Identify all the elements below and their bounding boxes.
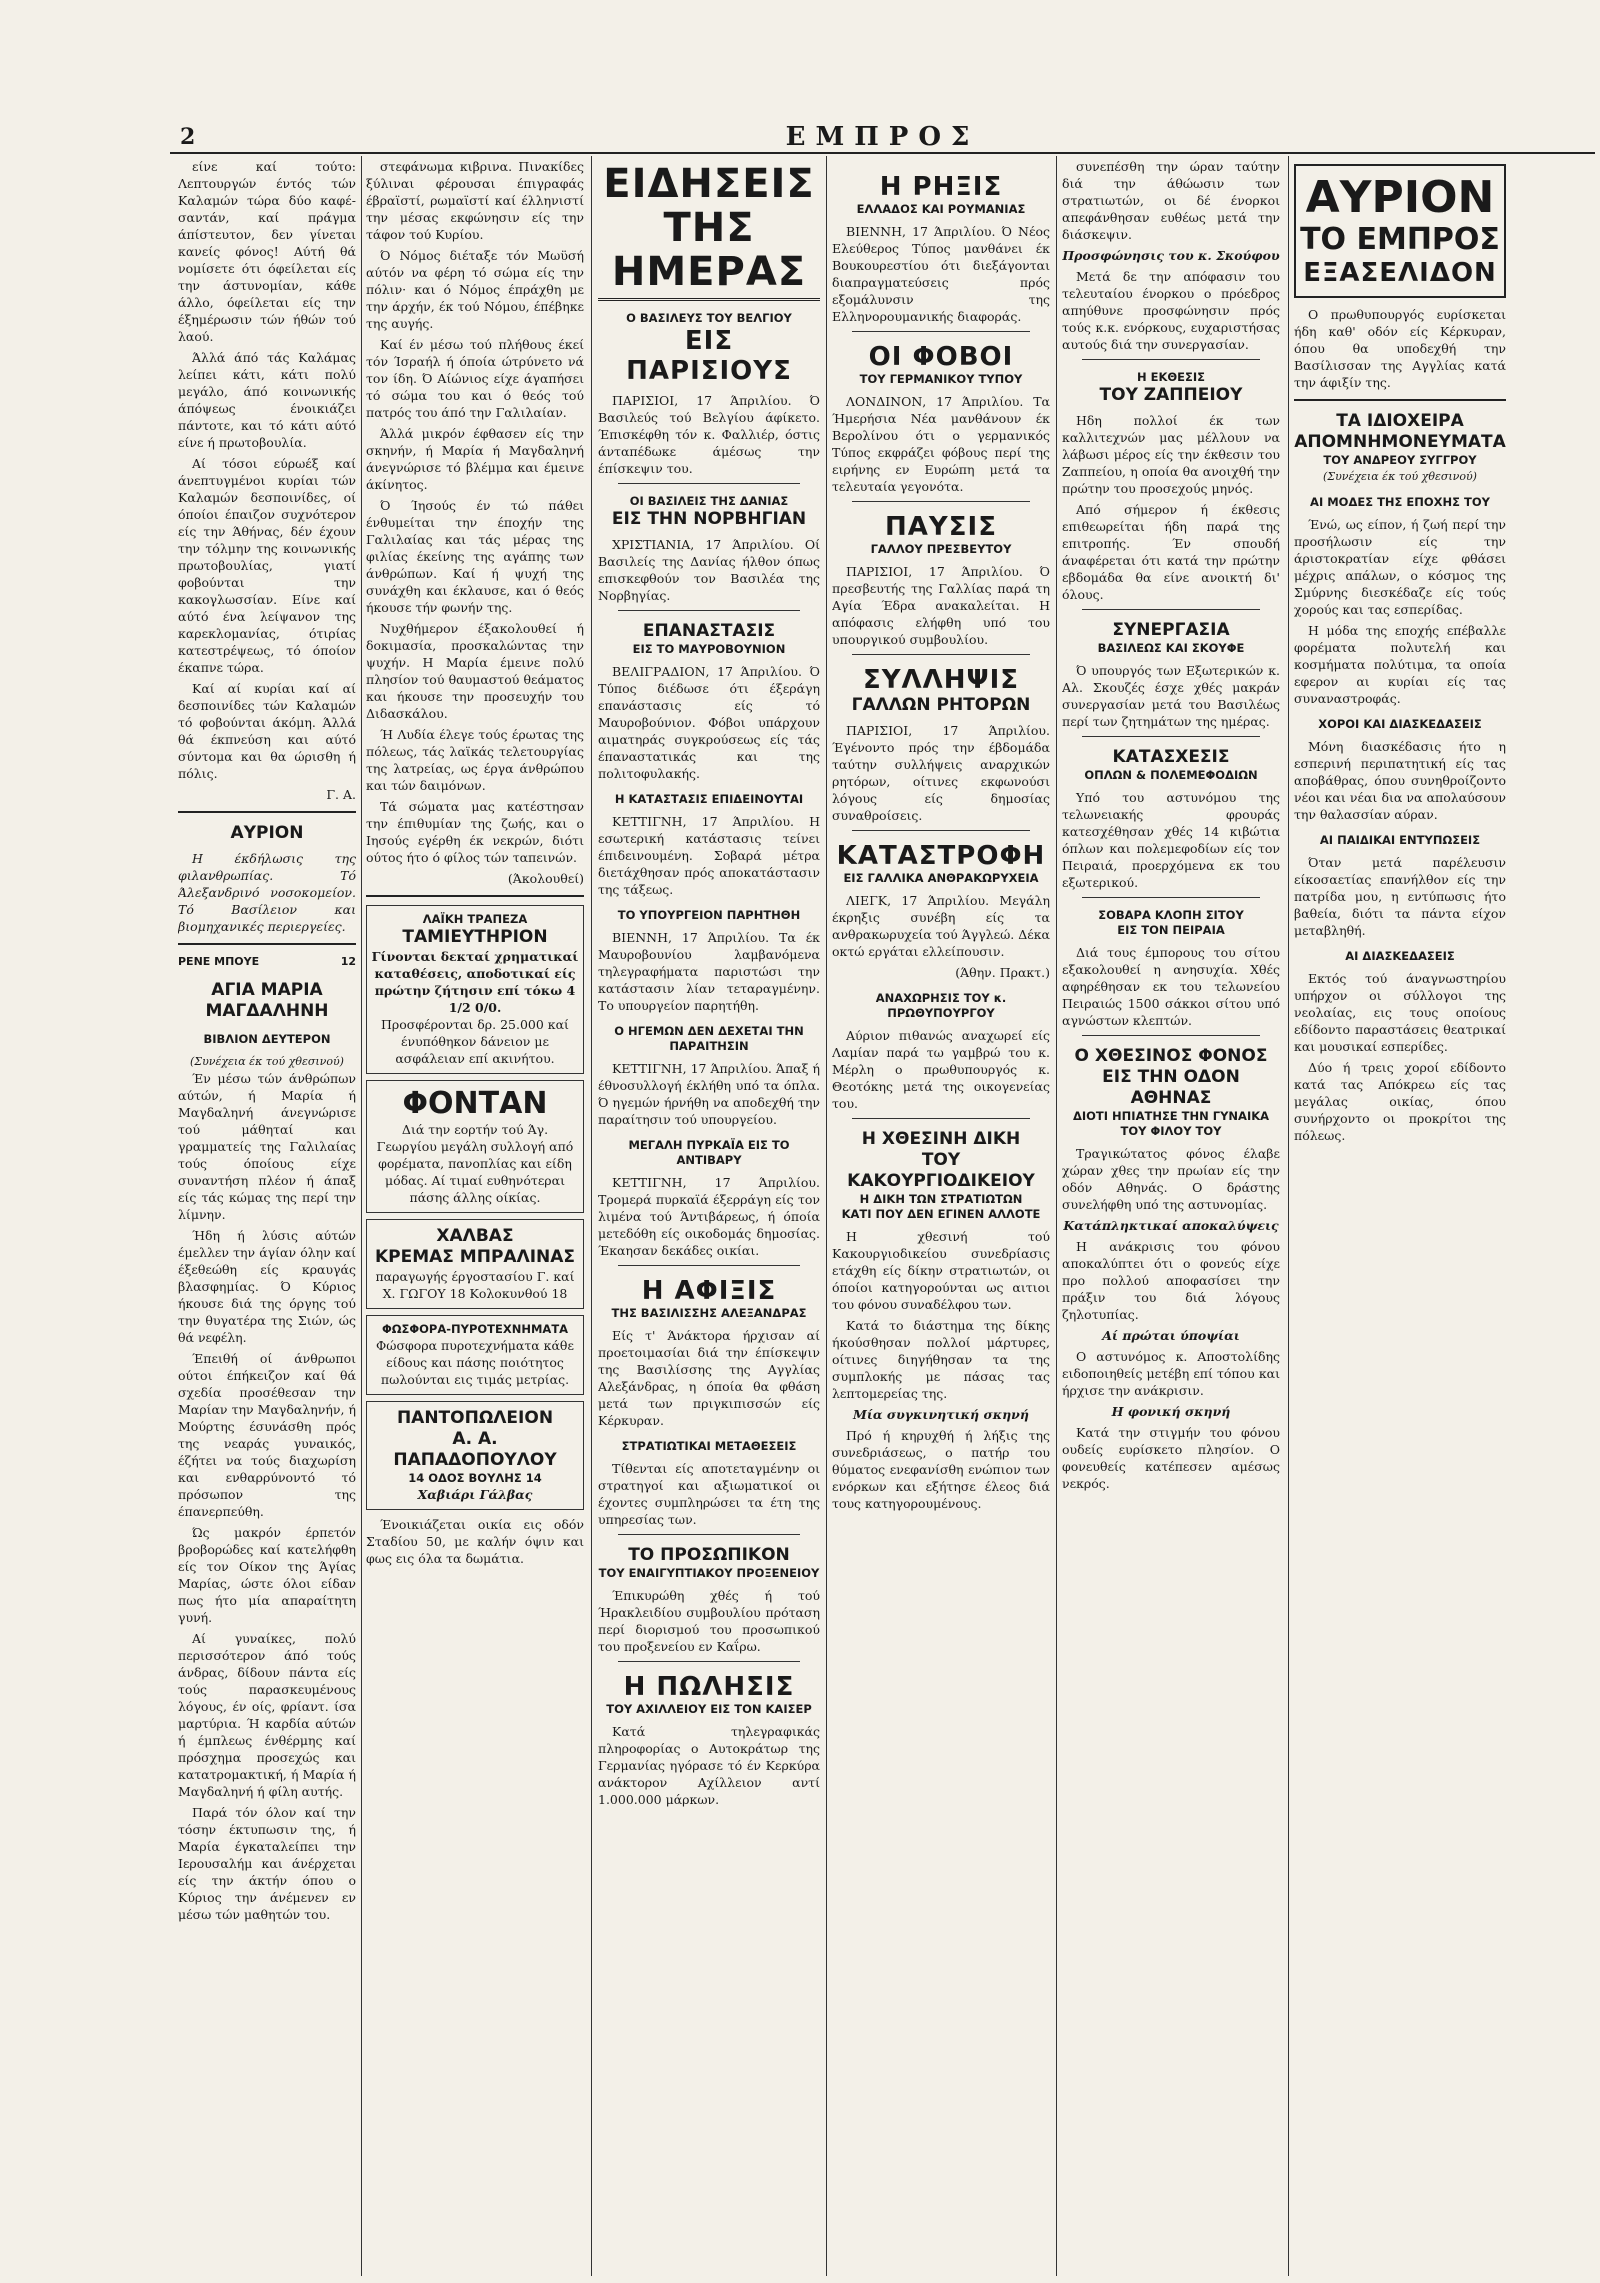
headline: ΕΠΑΝΑΣΤΑΣΙΣ xyxy=(642,621,776,641)
headline: ΤΟ ΠΡΟΣΩΠΙΚΟΝ xyxy=(628,1545,790,1565)
headline: Η ΑΦΙΞΙΣ xyxy=(641,1276,777,1306)
ad-name: Α. Α. ΠΑΠΑΔΟΠΟΥΛΟΥ xyxy=(393,1429,557,1470)
headline-sub: ΤΟΥ ΓΕΡΜΑΝΙΚΟΥ ΤΥΠΟΥ xyxy=(859,372,1023,386)
headline-line: ΤΟΥ ΑΝΔΡΕΟΥ ΣΥΓΓΡΟΥ xyxy=(1323,453,1477,467)
signature: Γ. Α. xyxy=(326,787,356,802)
masthead xyxy=(170,118,1595,154)
headline: ΚΑΤΑΣΤΡΟΦΗ xyxy=(836,841,1046,871)
headline-sub: ΤΟΥ ΑΧΙΛΛΕΙΟΥ ΕΙΣ ΤΟΝ ΚΑΙΣΕΡ xyxy=(606,1702,812,1716)
announcement-title: ΑΥΡΙΟΝ xyxy=(1305,172,1495,223)
column-rule xyxy=(591,156,592,2276)
novel-part: ΒΙΒΛΙΟΝ ΔΕΥΤΕΡΟΝ xyxy=(203,1032,331,1046)
subheading: ΧΟΡΟΙ ΚΑΙ ΔΙΑΣΚΕΔΑΣΕΙΣ xyxy=(1318,717,1482,731)
news-text: ΒΙΕΝΝΗ, 17 Άπριλίου. Τα έκ Μαυροβουνίου λαμβανόμενα τηλεγραφήματα παριστώσι την κατάστασιν λίαν τεταραγμένην. Το υπουργείον παρητήθη. xyxy=(598,930,820,1013)
paragraph: Ήδη ή λύσις αύτών έμελλεν την άγίαν όλην καί έξεθεώθη είς κραυγάς βλασφημίας. Ό Κύριος ήκουσε διά της όργης τού την θυγατέρα της Σιών, ώς θά νεφέλη. xyxy=(178,1228,356,1345)
section-heading: ΑΥΡΙΟΝ xyxy=(230,823,304,843)
paragraph: Νυχθήμερον έξακολουθεί ή δοκιμασία, προσκαλώντας την ψυχήν. Η Μαρία έμεινε πολύ πλησίον τού θαυμαστού θεάματος και ήκουσε την προσευχήν του Διδασκάλου. xyxy=(366,621,584,721)
subheading: Μία συγκινητική σκηνή xyxy=(853,1407,1029,1422)
column-rule xyxy=(826,156,827,2276)
news-item xyxy=(832,665,1050,716)
headline: ΣΥΛΛΗΨΙΣ xyxy=(862,665,1020,695)
fireworks-ad xyxy=(366,1315,584,1395)
news-item xyxy=(832,1129,1050,1222)
headline: ΤΟΥ ΚΑΚΟΥΡΓΙΟΔΙΚΕΙΟΥ xyxy=(847,1150,1035,1191)
news-text: ΠΑΡΙΣΙΟΙ, 17 Άπριλίου. Ό πρεσβευτής της Γαλλίας παρά τη Αγία Έδρα ανακαλείται. Η απόφασις ελήφθη υπό του υπουργικού συμβουλίου. xyxy=(832,564,1050,647)
ad-text: Φώσφορα πυροτεχνήματα κάθε είδους και πάσης ποιότητος πωλούνται εις τιμάς μετρίας. xyxy=(376,1338,574,1387)
paragraph: Ώς μακρόν έρπετόν βροβορώδες καί κατελήφθη είς τον Οίκον της Άγίας Μαρίας, ώστε όλοι είδαν πως ήτο μία απαραίτητη γυνή. xyxy=(178,1525,356,1625)
divider xyxy=(852,331,1030,332)
divider xyxy=(366,895,584,897)
news-source: (Άθην. Πρακτ.) xyxy=(955,965,1050,980)
headline: ΕΙΣ ΤΗΝ ΟΔΟΝ ΑΘΗΝΑΣ xyxy=(1102,1067,1240,1108)
paragraph: Τά σώματα μας κατέστησαν την έπιθυμίαν της ζωής, και ο Ιησούς εγέρθη έκ νεκρών, διότι ούτος ήτο ό φίλος τών ταπεινών. xyxy=(366,799,584,865)
headline: ΜΕΓΑΛΗ ΠΥΡΚΑΪΑ ΕΙΣ ΤΟ ΑΝΤΙΒΑΡΥ xyxy=(628,1138,790,1167)
feature-title: ΕΙΔΗΣΕΙΣ ΤΗΣ ΗΜΕΡΑΣ xyxy=(598,162,820,301)
paragraph: στεφάνωμα κιβρινα. Πινακίδες ξύλιναι φέρουσαι έπιγραφάς έβραϊστί, ρωμαϊστί καί έλληνιστί την μέσας εκφώνησιν είς την τάφον τού Κυρίου. xyxy=(366,159,584,242)
news-item xyxy=(1062,370,1280,406)
divider xyxy=(852,830,1030,831)
news-text: Διά τους έμπορους του σίτου εξακολουθεί η ανησυχία. Χθές αφηρέθησαν εκ του τελωνείου Πειραιώς 1500 σάκκοι σίτου υπό αγνώστων κλεπτών. xyxy=(1062,945,1280,1028)
news-text: Η μόδα της εποχής επέβαλλε φορέματα πολυτελή και κοσμήματα πολύτιμα, τα οποία εφερον αι κυρίαι είς τας συναναστροφάς. xyxy=(1294,623,1506,706)
news-text: Ηδη πολλοί έκ των καλλιτεχνών μας μέλλουν να λάβωσι μέρος είς την έκθεσιν του Ζαππείου, η οποία θα ανοιχθή την πρώτην του προσεχούς μηνός. xyxy=(1062,413,1280,496)
novel-title: ΑΓΙΑ ΜΑΡΙΑ ΜΑΓΔΑΛΗΝΗ xyxy=(205,980,329,1021)
headline: ΤΟ ΥΠΟΥΡΓΕΙΟΝ ΠΑΡΗΤΗΘΗ xyxy=(617,908,801,922)
news-item xyxy=(1062,1046,1280,1139)
headline-sub: ΤΟΥ ΕΝΑΙΓΥΠΤΙΑΚΟΥ ΠΡΟΞΕΝΕΙΟΥ xyxy=(598,1566,820,1580)
headline-line: ΚΑΤΙ ΠΟΥ ΔΕΝ ΕΓΙΝΕΝ ΑΛΛΟΤΕ xyxy=(841,1207,1041,1221)
headline: ΣΟΒΑΡΑ ΚΛΟΠΗ ΣΙΤΟΥ xyxy=(1098,908,1244,922)
news-item xyxy=(598,1276,820,1321)
headline-line: ΔΙΟΤΙ ΗΠΙΑΤΗΣΕ ΤΗΝ ΓΥΝΑΙΚΑ xyxy=(1072,1109,1270,1123)
headline: ΑΝΑΧΩΡΗΣΙΣ ΤΟΥ κ. ΠΡΩΘΥΠΟΥΡΓΟΥ xyxy=(875,991,1007,1020)
column-4 xyxy=(832,158,1050,2273)
grocery-ad xyxy=(366,1401,584,1510)
news-text: Έπικυρώθη χθές ή τού Ήρακλειδίου συμβουλίου πρόταση περί διορισμού του προσωπικού του προξενείου εν Καΐρω. xyxy=(598,1588,820,1654)
headline: ΕΙΣ ΤΗΝ ΝΟΡΒΗΓΙΑΝ xyxy=(611,509,807,529)
headline-sub: ΕΙΣ ΓΑΛΛΙΚΑ ΑΝΘΡΑΚΩΡΥΧΕΙΑ xyxy=(843,871,1039,885)
paragraph: Ή Λυδία έλεγε τούς έρωτας της πόλεως, τάς λαϊκάς τελετουργίας της λατρείας, ως έργα άνθρώπου και τών δαιμόνων. xyxy=(366,727,584,793)
paragraph: Ό Νόμος διέταξε τόν Μωϋσή αύτόν να φέρη τό σώμα είς την πόλιν· και ό Νόμος έπράχθη με την άρχήν, έκ τού Νόμου, έπέβηκε της αυγής. xyxy=(366,248,584,331)
headline-sub: ΒΑΣΙΛΕΩΣ ΚΑΙ ΣΚΟΥΦΕ xyxy=(1097,641,1245,655)
divider xyxy=(618,483,800,484)
news-text: Ό υπουργός των Εξωτερικών κ. Αλ. Σκουζές έσχε χθές μακράν συνεργασίαν μετά του Βασιλέως περί των ζητημάτων της ημέρας. xyxy=(1062,663,1280,729)
column-rule xyxy=(361,156,362,2276)
continuation-note: (Συνέχεια έκ τού χθεσινού) xyxy=(190,1055,344,1068)
news-text: Η ανάκρισις του φόνου αποκαλύπτει ότι ο φονεύς είχε προ πολλού αποφασίσει την πράξιν του διά λόγους ζηλοτυπίας. xyxy=(1062,1239,1280,1322)
news-text: ΠΑΡΙΣΙΟΙ, 17 Άπριλίου. Ό Βασιλεύς τού Βελγίου άφίκετο. Έπισκέφθη τόν κ. Φαλλιέρ, όστις άνταπέδωκε άμέσως την έπίσκεψιν του. xyxy=(598,393,820,476)
novel-number: 12 xyxy=(340,955,356,968)
paragraph: Άλλά άπό τάς Καλάμας λείπει κάτι, κάτι πολύ μεγάλο, άπό κοινωνικής άπόψεως ένοικιάζει πάντοτε, και τό κάτι αύτό είνε ή πρωτοβουλία. xyxy=(178,350,356,450)
divider xyxy=(852,501,1030,502)
divider xyxy=(618,1534,800,1535)
paragraph: Αί τόσοι εύρωέξ καί άνεπτυγμένοι κυρίαι τών Καλαμών δεσποινίδες, οί όποίοι έπαιζον συχνότερον είς την Άθήνας, δέν έχουν την τόλμην της κοινωνικής πρωτοβουλίας, γιατί φοβούνται την κακογλωσσίαν. Είνε καί αύτό ένα λείψανον της καρεκλομανίας, ότιρίας κατεστρέψεως, τό όποίον έκαπνε τώρα. xyxy=(178,456,356,675)
news-text: Αύριον πιθανώς αναχωρεί είς Λαμίαν παρά τω γαμβρώ του κ. Μέρλη ο πρωθυπουργός κ. Θεοτόκης μετά της οικογενείας του. xyxy=(832,1028,1050,1111)
divider xyxy=(1294,399,1506,401)
news-item xyxy=(598,494,820,530)
news-text: ΒΙΕΝΝΗ, 17 Άπριλίου. Ό Νέος Ελεύθερος Τύπος μανθάνει έκ Βουκουρεστίου ότι διεξάγονται διαπραγματεύσεις πρός εξομάλυνσιν της Ελληνορουμανικής διαφοράς. xyxy=(832,224,1050,324)
subheading: Η φονική σκηνή xyxy=(1111,1404,1231,1419)
news-item xyxy=(598,621,820,657)
news-item xyxy=(832,841,1050,886)
news-text: ΚΕΤΤΙΓΝΗ, 17 Άπριλίου. Τρομερά πυρκαϊά έξερράγη είς τον λιμένα τού Άντιβάρεως, ή όποία μετεδόθη είς οικοδομάς δημοσίας. Έκαησαν δεκάδες οικίαι. xyxy=(598,1175,820,1258)
memoir-heading xyxy=(1294,411,1506,485)
paragraph: Η έκδήλωσις της φιλανθρωπίας. Τό Άλεξανδρινό νοσοκομείον. Τό Βασίλειον και βιομηχανικές περιεργείες. xyxy=(178,851,356,934)
column-rule xyxy=(1288,156,1289,2276)
fontan-ad xyxy=(366,1080,584,1213)
news-text: Μόνη διασκέδασις ήτο η εσπερινή περιπατητική είς τας αποβάθρας, όπου συνηθροίζοντο νέοι και νέαι δια να απολαύσουν την θαλασσίαν αύραν. xyxy=(1294,739,1506,822)
news-text: Από σήμερον ή έκθεσις επιθεωρείται ήδη παρά της επιτροπής. Έν σπουδή άναφέρεται ότι κατά την πρώτην εβδομάδα θα είνε ανοικτή δι' όλους. xyxy=(1062,502,1280,602)
headline-sub: ΕΙΣ ΤΟΝ ΠΕΙΡΑΙΑ xyxy=(1117,923,1225,937)
news-text: Δύο ή τρεις χοροί εδίδοντο κατά τας Απόκρεω είς τας μεγάλας οικίας, όπου συνήρχοντο οι προκρίτοι της πόλεως. xyxy=(1294,1060,1506,1143)
column-rule xyxy=(1056,156,1057,2276)
announcement-box xyxy=(1294,164,1506,298)
headline: Η ΡΗΞΙΣ xyxy=(879,172,1003,202)
headline-sub: ΟΠΛΩΝ & ΠΟΛΕΜΕΦΟΔΙΩΝ xyxy=(1084,768,1258,782)
ad-heading: ΛΑΪΚΗ ΤΡΑΠΕΖΑ xyxy=(422,912,528,926)
news-text: Ο πρωθυπουργός ευρίσκεται ήδη καθ' οδόν είς Κέρκυραν, όπου θα υποδεχθή την Βασίλισσαν της Αγγλίας κατά την άφιξίν της. xyxy=(1294,307,1506,390)
news-text: Κατά το διάστημα της δίκης ήκούσθησαν πολλοί μάρτυρες, οίτινες διηγήθησαν τα της συμπλοκής με πάσας τας λεπτομερείας της. xyxy=(832,1318,1050,1401)
news-text: ΛΙΕΓΚ, 17 Άπριλίου. Μεγάλη έκρηξις συνέβη είς τα ανθρακωρυχεία τού Άγγλεώ. Δέκα οκτώ εργάται ελλείπουσιν. xyxy=(832,893,1050,959)
news-item xyxy=(832,342,1050,387)
paragraph: Αί γυναίκες, πολύ περισσότερον άπό τούς άνδρας, δίδουν πάντα είς τούς παρασκευμένους λόγους, έν οίς, φρίαντ. ίσα μαρτύρια. Ή καρδία αύτών ή έμπλεως ένθέρμης καί πρόσχημα προσεχώς και κατατρομακτική, ή Μαρία ή Μαγδαληνή ή φίλη αυτής. xyxy=(178,1631,356,1799)
column-2 xyxy=(366,158,584,2273)
news-item xyxy=(598,311,820,386)
bank-ad xyxy=(366,905,584,1074)
news-text: Τραγικώτατος φόνος έλαβε χώραν χθες την πρωίαν είς την οδόν Αθηνάς. Ο δράστης συνελήφθη υπό της αστυνομίας. xyxy=(1062,1146,1280,1212)
ad-subtitle: ΚΡΕΜΑΣ ΜΠΡΑΛΙΝΑΣ xyxy=(374,1247,576,1267)
headline-sub: ΟΙ ΒΑΣΙΛΕΙΣ ΤΗΣ ΔΑΝΙΑΣ xyxy=(629,494,789,508)
headline-sub: ΓΑΛΛΩΝ ΡΗΤΟΡΩΝ xyxy=(851,695,1031,715)
divider xyxy=(618,610,800,611)
ad-text: Προσφέρονται δρ. 25.000 καί ένυπόθηκον δάνειον με ασφάλειαν επί ακινήτου. xyxy=(381,1017,569,1066)
headline-sub: Η ΧΘΕΣΙΝΗ ΔΙΚΗ xyxy=(861,1129,1021,1149)
subheading: Αί πρώται ύποψίαι xyxy=(1102,1328,1240,1343)
paragraph: Άλλά μικρόν έφθασεν είς την σκηνήν, ή Μαρία ή Μαγδαληνή άνεγνώρισε τό βλέμμα και έμεινε άκίνητος. xyxy=(366,426,584,492)
divider xyxy=(178,811,356,813)
headline-sub: ΓΑΛΛΟΥ ΠΡΕΣΒΕΥΤΟΥ xyxy=(870,542,1012,556)
ad-title: ΧΑΛΒΑΣ xyxy=(436,1226,514,1246)
news-text: ΚΕΤΤΙΓΝΗ, 17 Άπριλίου. Η εσωτερική κατάστασις τείνει έπιδεινουμένη. Σοβαρά μέτρα διετάχθησαν πρός αποκατάστασιν της τάξεως. xyxy=(598,814,820,897)
headline-sub: ΕΙΣ ΤΟ ΜΑΥΡΟΒΟΥΝΙΟΝ xyxy=(632,642,786,656)
ad-address: 14 ΟΔΟΣ ΒΟΥΛΗΣ 14 xyxy=(408,1471,542,1485)
headline: ΚΑΤΑΣΧΕΣΙΣ xyxy=(1112,747,1230,767)
halva-ad xyxy=(366,1219,584,1309)
headline: ΟΙ ΦΟΒΟΙ xyxy=(868,342,1014,372)
divider xyxy=(618,1661,800,1662)
news-text: Κατά την στιγμήν του φόνου ουδείς ευρίσκετο πλησίον. Ο φονευθείς κατέπεσεν αμέσως νεκρός. xyxy=(1062,1425,1280,1491)
headline: ΣΥΝΕΡΓΑΣΙΑ xyxy=(1112,620,1230,640)
subheading: Κατάπληκτικαί αποκαλύψεις xyxy=(1063,1218,1279,1233)
news-text: ΒΕΛΙΓΡΑΔΙΟΝ, 17 Άπριλίου. Ό Τύπος διέδωσε ότι έξεράγη επανάστασις είς τό Μαυροβούνιον. Φόβοι υπάρχουν αιματηράς συγκρούσεως είς τάς έπαναστατικάς και της πολιτοφυλακής. xyxy=(598,664,820,781)
ad-text: Γίνονται δεκταί χρηματικαί καταθέσεις, αποδοτικαί είς πρώτην ζήτησιν επί τόκω 4 1/2 0/0. xyxy=(371,949,579,1015)
column-3 xyxy=(598,158,820,2273)
subheading: ΑΙ ΠΑΙΔΙΚΑΙ ΕΝΤΥΠΩΣΕΙΣ xyxy=(1319,833,1481,847)
news-text: ΧΡΙΣΤΙΑΝΙΑ, 17 Άπριλίου. Οί Βασιλείς της Δανίας ήλθον όπως επισκεφθούν τον Βασιλέα της Νορβηγίας. xyxy=(598,537,820,603)
announcement-subtitle: ΤΟ ΕΜΠΡΟΣ xyxy=(1300,222,1500,257)
news-item xyxy=(832,512,1050,557)
news-item xyxy=(1062,620,1280,656)
ad-title: ΦΟΝΤΑΝ xyxy=(402,1086,548,1121)
news-text: Ο αστυνόμος κ. Αποστολίδης ειδοποιηθείς μετέβη επί τόπου και ήρχισε την ανάκρισιν. xyxy=(1062,1349,1280,1398)
headline: ΑΠΟΜΝΗΜΟΝΕΥΜΑΤΑ xyxy=(1294,432,1506,452)
subheading: Προσφώνησις του κ. Σκούφου xyxy=(1062,248,1280,263)
headline-sub: Ο ΒΑΣΙΛΕΥΣ ΤΟΥ ΒΕΛΓΙΟΥ xyxy=(626,311,792,325)
continued-note: (Άκολουθεί) xyxy=(507,871,584,886)
subheading: ΑΙ ΜΟΔΕΣ ΤΗΣ ΕΠΟΧΗΣ ΤΟΥ xyxy=(1310,495,1490,509)
subheading: ΑΙ ΔΙΑΣΚΕΔΑΣΕΙΣ xyxy=(1345,949,1455,963)
news-text: Κατά τηλεγραφικάς πληροφορίας ο Αυτοκράτωρ της Γερμανίας ηγόρασε τό έν Κερκύρα ανάκτορον Αχίλλειον αντί 1.000.000 μάρκων. xyxy=(598,1724,820,1807)
paragraph: Έπειθή οί άνθρωποι ούτοι έπήκειζον καί θά σχεδία προσέθεσαν την Μαρίαν την Μαγδαληνήν, ή Μούρτης έσυνάσθη πρός της νεαράς γυναικός, έζήτει να τούς διαχωρίση και ενθαρρύνοντό τό πρόσωπον της έπανερπεύθη. xyxy=(178,1351,356,1519)
column-6 xyxy=(1294,158,1506,2273)
paragraph: Παρά τόν όλον καί την τόσην έκτυπωσιν της, ή Μαρία έγκαταλείπει την Ιερουσαλήμ και άνέρχεται είς την άκτήν όπου ο Κύριος την άνέμενεν εν μέσω τών μαθητών του. xyxy=(178,1805,356,1922)
news-item xyxy=(832,172,1050,217)
headline: Ο ΗΓΕΜΩΝ ΔΕΝ ΔΕΧΕΤΑΙ ΤΗΝ ΠΑΡΑΙΤΗΣΙΝ xyxy=(614,1024,804,1053)
ad-title: ΤΑΜΙΕΥΤΗΡΙΟΝ xyxy=(402,927,548,947)
news-text: Υπό του αστυνόμου της τελωνειακής φρουράς κατεσχέθησαν χθές 14 κιβώτια όπλων και πολεμεφοδίων είς τον Πειραιά, προερχόμενα εκ του εξωτερικού. xyxy=(1062,790,1280,890)
news-item xyxy=(598,1545,820,1581)
page-number: 2 xyxy=(180,124,196,150)
headline: ΣΤΡΑΤΙΩΤΙΚΑΙ ΜΕΤΑΘΕΣΕΙΣ xyxy=(621,1439,797,1453)
announcement-pages: ΕΞΑΣΕΛΙΔΟΝ xyxy=(1303,258,1497,288)
news-text: Όταν μετά παρέλευσιν είκοσαετίας επανήλθον είς την πατρίδα μου, η εντύπωσις ήτο βαθεία, διότι τα πάντα είχον μεταβληθή. xyxy=(1294,855,1506,938)
paragraph: Καί αί κυρίαι καί αί δεσποινίδες τών Καλαμών τό φοβούνται άκόμη. Άλλά θά έκπνεύση και αύτό σύντομα και θα ώρισθη ή πόλις. xyxy=(178,681,356,781)
news-text: Ένώ, ως είπον, ή ζωή περί την προσήλωσιν είς την άριστοκρατίαν είχε φθάσει μέχρις απάλων, ο κόσμος της Σμύρνης διεσκέδαζε είς τούς χορούς και τας εσπερίδας. xyxy=(1294,517,1506,617)
news-item xyxy=(598,1672,820,1717)
headline: ΠΑΥΣΙΣ xyxy=(885,512,997,542)
ad-title: ΠΑΝΤΟΠΩΛΕΙΟΝ xyxy=(396,1408,554,1428)
continuation-note: (Συνέχεια έκ τού χθεσινού) xyxy=(1323,470,1477,483)
news-text: Η χθεσινή τού Κακουργιοδικείου συνεδρίασις ετάχθη είς δίκην στρατιωτών, οι όποίοι κατηγορούνται ως αιτιοι του φόνου συναδέλφου των. xyxy=(832,1229,1050,1312)
news-text: Τίθενται είς αποτεταγμένην οι στρατηγοί και αξιωματικοί οι έχοντες συμπληρώσει τα έτη της υπηρεσίας των. xyxy=(598,1461,820,1527)
divider xyxy=(1082,609,1260,610)
ad-text: Διά την εορτήν τού Άγ. Γεωργίου μεγάλη συλλογή από φορέματα, πανοπλίας και είδη μόδας. Αί τιμαί ευθηνότεραι πάσης άλλης οίκίας. xyxy=(376,1122,574,1205)
paragraph: είνε καί τούτο: Λεπτουργών έντός τών Καλαμών τώρα δύο καφέ-σαντάν, καί πράγμα άπίστευτον, δεν γίνεται κανείς φόνος! Αύτή θά νομίσετε ότι όφείλεται είς την άστυνομίαν, κάθε άλλο, όφείλεται είς την έξημέρωσιν τών ήθών τού λαού. xyxy=(178,159,356,344)
news-text: ΚΕΤΤΙΓΝΗ, 17 Άπριλίου. Άπαξ ή έθνοσυλλογή έκλήθη υπό τα όπλα. Ό ηγεμών ήρνήθη να αποδεχθή την παραίτησιν τού υπουργείου. xyxy=(598,1061,820,1127)
headline-sub: Ο ΧΘΕΣΙΝΟΣ ΦΟΝΟΣ xyxy=(1074,1046,1268,1066)
headline-sub: ΕΛΛΑΔΟΣ ΚΑΙ ΡΟΥΜΑΝΙΑΣ xyxy=(856,202,1026,216)
news-text: Εκτός τού άναγνωστηρίου υπήρχον οι σύλλογοι της νεολαίας, εις τους οποίους εδίδοντο παραστάσεις θεατρικαί και μουσικαί εσπερίδες. xyxy=(1294,971,1506,1054)
news-text: ΠΑΡΙΣΙΟΙ, 17 Άπριλίου. Έγένοντο πρός την έβδομάδα ταύτην συλλήψεις αναρχικών ρητόρων, οίτινες εκφωνούσι λόγους είς δημοσίας συναθροίσεις. xyxy=(832,723,1050,823)
divider xyxy=(852,654,1030,655)
paragraph: Καί έν μέσω τού πλήθους έκεί τόν Ίσραήλ ή όποία ώτρύνετο νά τον ίδη. Ό Αίώνιος είχε άγαπήσει τό σώμα του και ό θεός τού πατρός του άπό την Γαλιλαίαν. xyxy=(366,337,584,420)
newspaper-title: ΕΜΠΡΟΣ xyxy=(785,122,980,152)
headline: Η ΠΩΛΗΣΙΣ xyxy=(623,1672,795,1702)
ad-item: Χαβιάρι Γάλβας xyxy=(417,1487,533,1502)
divider xyxy=(1082,736,1260,737)
news-text: Πρό ή κηρυχθή ή λήξις της συνεδριάσεως, ο πατήρ του θύματος ενεφανίσθη ενώπιον των ενόρκων και εξήτησε έλεος διά τους κατηγορουμένους. xyxy=(832,1428,1050,1511)
divider xyxy=(618,1265,800,1266)
headline-sub: ΤΗΣ ΒΑΣΙΛΙΣΣΗΣ ΑΛΕΞΑΝΔΡΑΣ xyxy=(611,1306,807,1320)
news-item xyxy=(1062,747,1280,783)
headline-sub: ΤΑ ΙΔΙΟΧΕΙΡΑ xyxy=(1336,411,1464,431)
divider xyxy=(1082,359,1260,360)
divider xyxy=(1082,1035,1260,1036)
divider xyxy=(1082,897,1260,898)
novel-author: ΡΕΝΕ ΜΠΟΥΕ xyxy=(178,955,260,968)
divider xyxy=(178,943,356,945)
news-text: Μετά δε την απόφασιν του τελευταίου ένορκου ο πρόεδρος απηύθυνε προσφώνησιν πρός τούς κ.κ. ενόρκους, ευχαριστήσας αυτούς διά την συνεργασίαν. xyxy=(1062,269,1280,352)
headline-line: Η ΔΙΚΗ ΤΩΝ ΣΤΡΑΤΙΩΤΩΝ xyxy=(859,1192,1023,1206)
divider xyxy=(852,1118,1030,1119)
headline: ΤΟΥ ΖΑΠΠΕΙΟΥ xyxy=(1099,385,1243,405)
headline: ΕΙΣ ΠΑΡΙΣΙΟΥΣ xyxy=(626,326,792,386)
novel-header xyxy=(178,953,356,970)
ad-text: παραγωγής έργοστασίου Γ. καί Χ. ΓΩΓΟΥ 18 Κολοκυνθού 18 xyxy=(375,1269,575,1301)
notice: Ένοικιάζεται οικία εις οδόν Σταδίου 50, με καλήν όψιν και φως εις όλα τα δωμάτια. xyxy=(366,1517,584,1566)
paragraph: Έν μέσω τών άνθρώπων αύτών, ή Μαρία ή Μαγδαληνή άνεγνώρισε τού μάθηταί και γραμματείς της Γαλιλαίας τούς όποίους είχε συναντήση πλέον ή άπαξ είς τάς κώμας της περί την λίμνην. xyxy=(178,1071,356,1222)
column-1 xyxy=(178,158,356,2273)
paragraph: Ό Ίησούς έν τώ πάθει ένθυμείται την έποχήν της Γαλιλαίας και τάς μέρας της φιλίας έκείνης της αγάπης των άνθρώπων. Καί ή ψυχή της συνάχθη και έκλαυσε, και ό θεός ήκουσε τήν φωνήν της. xyxy=(366,498,584,615)
headline-line: ΤΟΥ ΦΙΛΟΥ ΤΟΥ xyxy=(1120,1124,1222,1138)
news-text: συνεπέσθη την ώραν ταύτην διά την άθώωσιν των στρατιωτών, οι δέ ένορκοι απεφάνθησαν ευθέως μετά την διάσκεψιν. xyxy=(1062,159,1280,242)
column-5 xyxy=(1062,158,1280,2273)
headline: Η ΚΑΤΑΣΤΑΣΙΣ ΕΠΙΔΕΙΝΟΥΤΑΙ xyxy=(614,792,804,806)
headline-sub: Η ΕΚΘΕΣΙΣ xyxy=(1136,370,1206,384)
news-text: Είς τ' Άνάκτορα ήρχισαν αί προετοιμασίαι διά την έπίσκεψιν της Βασιλίσσης της Αγγλίας Αλεξάνδρας, η όποία θα φθάση μετά των πριγκιπισσών είς Κέρκυραν. xyxy=(598,1328,820,1428)
news-text: ΛΟΝΔΙΝΟΝ, 17 Άπριλίου. Τα Ήμερήσια Νέα μανθάνουν έκ Βερολίνου ότι ο γερμανικός Τύπος εκφράζει φόβους περί της ειρήνης εν Ευρώπη μετά τα τελευταία γεγονότα. xyxy=(832,394,1050,494)
news-item xyxy=(1062,908,1280,938)
ad-title: ΦΩΣΦΟΡΑ-ΠΥΡΟΤΕΧΝΗΜΑΤΑ xyxy=(381,1322,569,1336)
